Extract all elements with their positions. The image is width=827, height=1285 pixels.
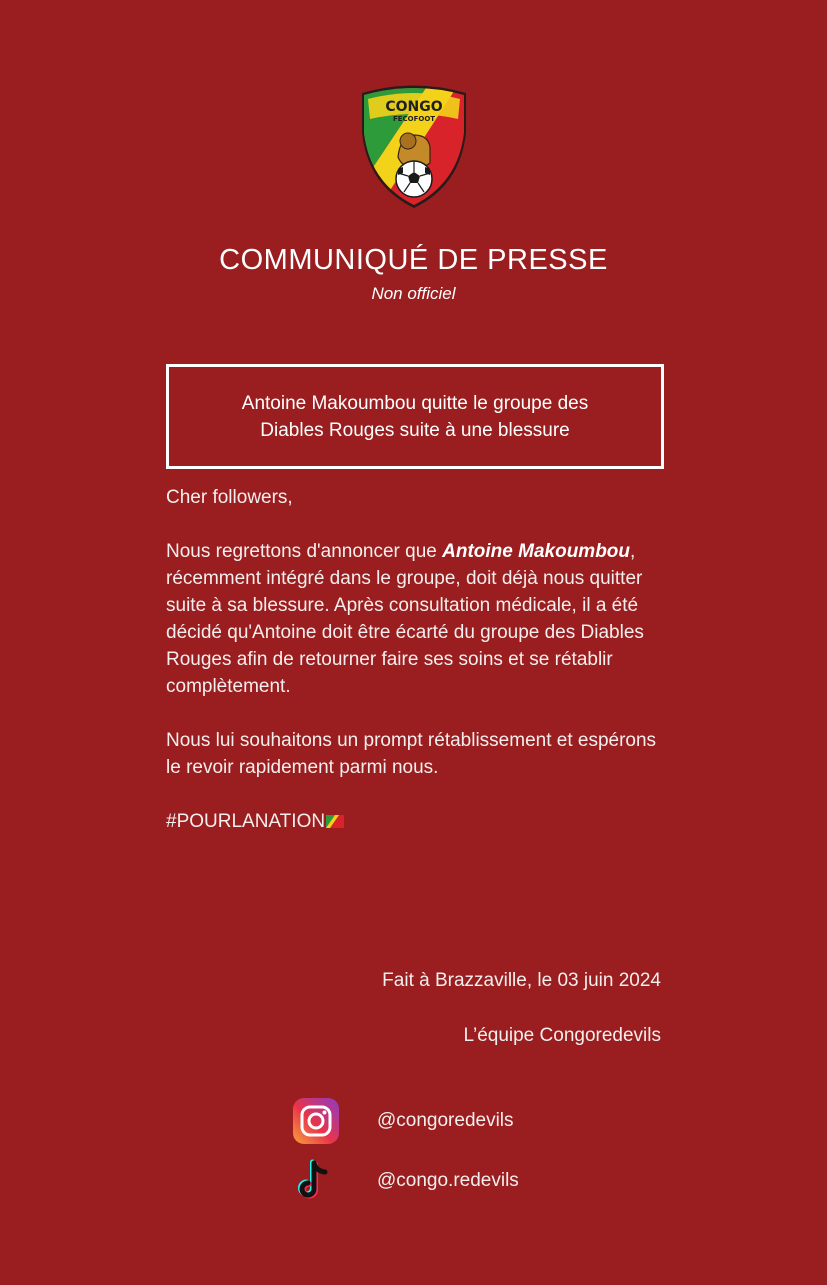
headline-line-1: Antoine Makoumbou quitte le groupe des: [241, 392, 589, 414]
hashtag: #POURLANATION: [166, 811, 326, 832]
tiktok-handle[interactable]: @congo.redevils: [377, 1170, 519, 1191]
headline: [200, 390, 630, 444]
page-title: COMMUNIQUÉ DE PRESSE: [219, 244, 608, 276]
paragraph-details: , récemment intégré dans le groupe, doit déjà nous quitter suite à sa blessure. Après consultation médicale, il a été décidé qu'Antoine doit être écarté du groupe des Diables Rouges afin de retourner faire ses soins et se rétablir complètement.: [166, 541, 644, 697]
instagram-handle[interactable]: @congoredevils: [377, 1110, 514, 1131]
hashtag-line: [166, 808, 666, 835]
social-instagram[interactable]: [292, 1097, 514, 1145]
instagram-icon[interactable]: [292, 1097, 340, 1145]
tiktok-icon[interactable]: [292, 1157, 340, 1205]
paragraph-wishes: Nous lui souhaitons un prompt rétablissement et espérons le revoir rapidement parmi nous.: [166, 730, 657, 778]
congo-fecofoot-crest-icon: [358, 85, 470, 209]
logo-subtext: FECOFOOT: [392, 115, 436, 123]
place-date: Fait à Brazzaville, le 03 juin 2024: [382, 970, 661, 991]
social-tiktok[interactable]: [292, 1157, 519, 1205]
press-release-body: [166, 484, 666, 862]
headline-line-2: Diables Rouges suite à une blessure: [260, 419, 570, 441]
paragraph-intro: Nous regrettons d'annoncer que: [166, 541, 443, 562]
headline-box: [166, 364, 664, 469]
congo-flag-icon: [326, 815, 344, 828]
paragraph-announcement: [166, 538, 666, 700]
page-subtitle: Non officiel: [371, 284, 456, 303]
signature: L’équipe Congoredevils: [463, 1025, 661, 1046]
greeting: Cher followers,: [166, 487, 293, 508]
player-name: Antoine Makoumbou: [442, 541, 631, 562]
logo-text: CONGO: [385, 99, 443, 115]
